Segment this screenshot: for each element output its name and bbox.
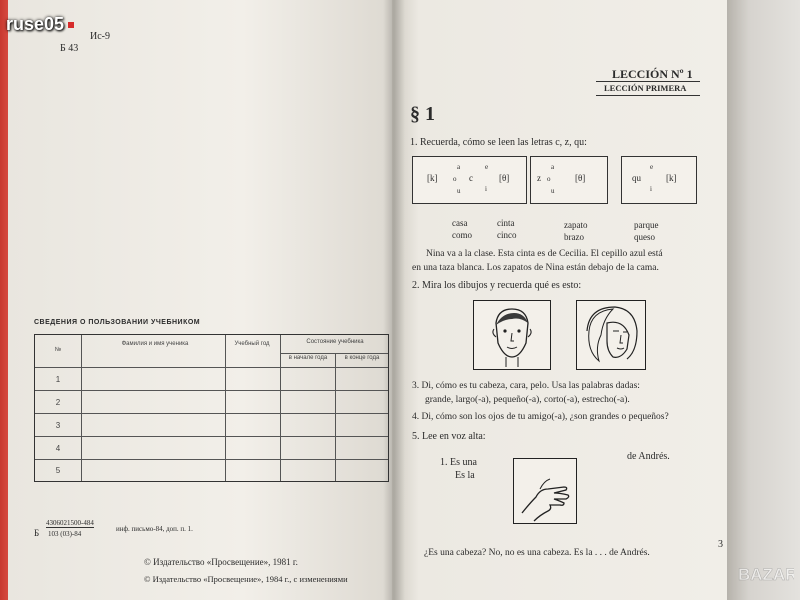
girl-head-illustration: [576, 300, 646, 370]
svg-text:BAZAR: BAZAR: [738, 565, 794, 584]
vowel-o: o: [547, 175, 551, 183]
reading-line-2: en una taza blanca. Los zapatos de Nina están debajo de la cama.: [412, 263, 659, 273]
table-title: СВЕДЕНИЯ О ПОЛЬЗОВАНИИ УЧЕБНИКОМ: [34, 319, 201, 326]
vowel-u: u: [457, 187, 461, 195]
sound-k: [k]: [427, 173, 438, 183]
vowel-i: i: [650, 185, 652, 193]
header-book-state: Состояние учебника: [306, 339, 364, 345]
background-surface: [727, 0, 800, 600]
header-number: №: [54, 347, 62, 353]
table-row: 1: [55, 375, 61, 384]
header-start-of-year: в начале года: [288, 355, 328, 361]
vowel-i: i: [485, 185, 487, 193]
phonetics-box-z: [530, 156, 608, 204]
vowel-o: o: [453, 175, 457, 183]
hand-illustration: [513, 458, 577, 524]
header-end-of-year: в конце года: [344, 355, 380, 361]
title-rule: [596, 81, 700, 82]
word-como: como: [452, 230, 472, 240]
left-page: [8, 0, 400, 600]
girl-face-icon: [577, 301, 645, 369]
vowel-e: e: [650, 163, 654, 171]
exercise-5-question: ¿Es una cabeza? No, no es una cabeza. Es la . . . de Andrés.: [424, 548, 650, 558]
imprint-suffix: инф. письмо-84, доп. п. 1.: [116, 525, 193, 533]
exercise-5-item-2: Es la: [455, 470, 475, 481]
bazar-logo: [736, 560, 794, 586]
sound-theta: [θ]: [575, 173, 586, 183]
bazar-logo-icon: [736, 560, 794, 586]
exercise-2: 2. Mira los dibujos y recuerda qué es esto:: [412, 280, 582, 291]
page-number: 3: [718, 539, 723, 550]
table-row: 5: [55, 466, 61, 475]
table-row: 2: [55, 398, 61, 407]
exercise-1: 1. Recuerda, cómo se leen las letras c, z, qu:: [410, 137, 587, 148]
copyright-1981: © Издательство «Просвещение», 1981 г.: [144, 557, 298, 567]
usage-table: [34, 334, 389, 482]
word-cinta: cinta: [497, 218, 515, 228]
lesson-title: LECCIÓN Nº 1: [612, 67, 693, 81]
word-zapato: zapato: [564, 220, 588, 230]
exercise-5-owner: de Andrés.: [627, 451, 670, 462]
letter-z: z: [537, 173, 541, 183]
lesson-subtitle: LECCIÓN PRIMERA: [604, 83, 687, 93]
header-school-year: Учебный год: [234, 341, 270, 347]
table-row: 4: [55, 444, 61, 453]
table-row: 3: [55, 421, 61, 430]
word-cinco: cinco: [497, 230, 517, 240]
hand-icon: [514, 459, 576, 523]
header-student-name: Фамилия и имя ученика: [121, 341, 189, 347]
sound-k: [k]: [666, 173, 677, 183]
watermark: ruse05: [6, 14, 74, 35]
exercise-5: 5. Lee en voz alta:: [412, 431, 486, 442]
imprint-numerator: 4306021500-484: [46, 519, 94, 527]
exercise-5-item: 1. Es una: [440, 457, 477, 468]
exercise-4: 4. Di, cómo son los ojos de tu amigo(-a), ¿son grandes o pequeños?: [412, 412, 669, 422]
section-heading: § 1: [410, 103, 435, 125]
letter-qu: qu: [632, 173, 641, 183]
copyright-1984: © Издательство «Просвещение», 1984 г., с изменениями: [144, 574, 348, 584]
word-parque: parque: [634, 220, 659, 230]
vowel-a: a: [457, 163, 461, 171]
exercise-3: 3. Di, cómo es tu cabeza, cara, pelo. Usa las palabras dadas:: [412, 381, 640, 391]
exercise-3-words: grande, largo(-a), pequeño(-a), corto(-a), estrecho(-a).: [425, 395, 630, 405]
catalog-code: Б 43: [60, 43, 79, 54]
imprint-prefix: Б: [34, 528, 40, 538]
vowel-u: u: [551, 187, 555, 195]
vowel-a: a: [551, 163, 555, 171]
word-queso: queso: [634, 232, 655, 242]
reading-line-1: Nina va a la clase. Esta cinta es de Cecilia. El cepillo azul está: [426, 249, 663, 259]
book-spine: [383, 0, 405, 600]
boy-face-icon: [474, 301, 550, 369]
word-brazo: brazo: [564, 232, 584, 242]
imprint-denominator: 103 (03)-84: [48, 530, 82, 538]
letter-c: c: [469, 173, 473, 183]
phonetics-box-qu: [621, 156, 697, 204]
vowel-e: e: [485, 163, 489, 171]
word-casa: casa: [452, 218, 468, 228]
sound-theta: [θ]: [499, 173, 510, 183]
subtitle-rule: [596, 95, 700, 96]
boy-head-illustration: [473, 300, 551, 370]
library-code: Ис-9: [90, 31, 110, 42]
phonetics-box-c: [412, 156, 527, 204]
